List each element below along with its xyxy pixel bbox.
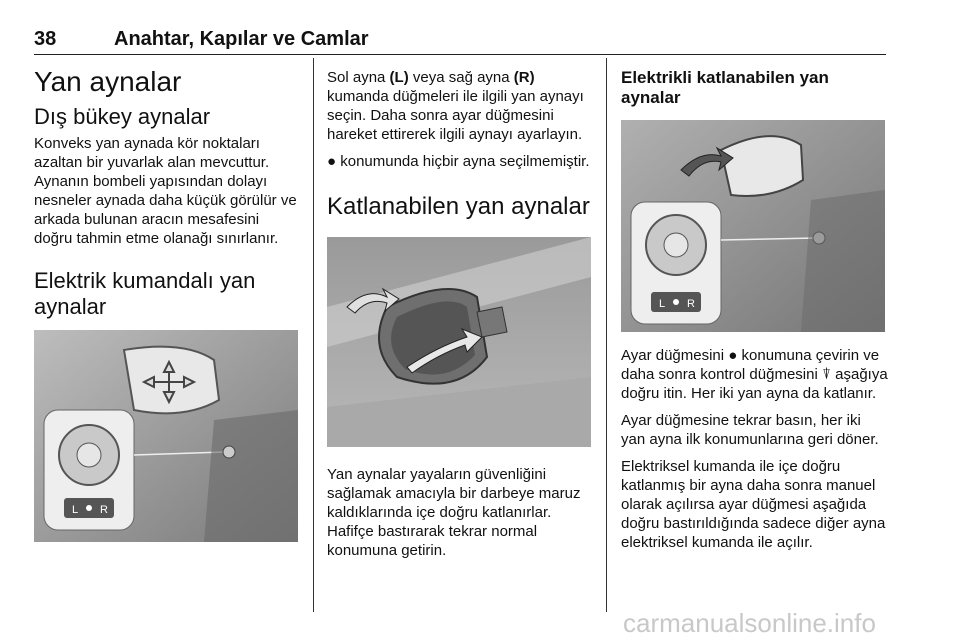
subsection-title: Dış bükey aynalar	[34, 104, 211, 129]
page-header	[34, 28, 886, 55]
switch-label-right: R	[100, 504, 108, 516]
bullet-icon: ●	[327, 153, 337, 170]
folding-mirror-illustration	[327, 237, 591, 447]
fold-symbol-icon: ⍒	[821, 366, 831, 383]
switch-label-left: L	[659, 298, 666, 310]
folding-mirrors-heading: Katlanabilen yan aynalar	[327, 193, 590, 220]
fold-instructions-paragraph: Ayar düğmesini ● konumuna çevirin ve daha sonra kontrol düğmesini ⍒ aşağıya doğru itin. Her iki yan ayna da katlanır.	[621, 347, 888, 402]
column-3	[621, 60, 889, 560]
bullet-icon: ●	[728, 347, 738, 364]
column-divider	[606, 58, 607, 612]
pedestrian-safety-paragraph: Yan aynalar yayaların güvenliğini sağlamak amacıyla bir darbeye maruz kaldıklarında içe doğru katlanırlar. Hafifçe bastırarak tekrar normal konumuna getirin.	[327, 466, 581, 559]
section-title: Yan aynalar	[34, 66, 182, 97]
convex-mirror-paragraph: Konveks yan aynada kör noktaları azaltan bir yuvarlak alan mevcuttur. Aynanın bombeli yapısından dolayı nesneler aynada daha küçük görülür ve arkada bulunan aracın mesafesini doğru tahmin etme olanağı sınırlanır.	[34, 135, 297, 247]
chapter-title: Anahtar, Kapılar ve Camlar	[114, 28, 369, 50]
manual-unfold-paragraph: Elektriksel kumanda ile içe doğru katlanmış bir ayna daha sonra manuel olarak açılırsa ayar düğmesi aşağıda doğru bastırıldığında sadece diğer ayna elektriksel kumanda ile açılır.	[621, 458, 886, 551]
select-mirror-paragraph: Sol ayna (L) veya sağ ayna (R) kumanda düğmeleri ile ilgili yan aynayı seçin. Daha sonra ayar düğmesini hareket ettirerek ilgili aynayı ayarlayın.	[327, 69, 584, 143]
electric-mirrors-heading: Elektrik kumandalı yan aynalar	[34, 268, 256, 319]
switch-label-right: R	[687, 298, 695, 310]
mirror-adjust-illustration	[34, 330, 298, 542]
electric-folding-heading: Elektrikli katlanabilen yan aynalar	[621, 68, 829, 107]
watermark: carmanualsonline.info	[623, 608, 876, 638]
column-1	[34, 60, 300, 542]
unfold-paragraph: Ayar düğmesine tekrar basın, her iki yan ayna ilk konumunlarına geri döner.	[621, 412, 879, 448]
switch-label-left: L	[72, 504, 79, 516]
page-number: 38	[34, 28, 57, 50]
column-2	[327, 60, 593, 568]
column-divider	[313, 58, 314, 612]
neutral-position-paragraph: ● konumunda hiçbir ayna seçilmemiştir.	[327, 153, 590, 170]
electric-folding-illustration	[621, 120, 885, 332]
